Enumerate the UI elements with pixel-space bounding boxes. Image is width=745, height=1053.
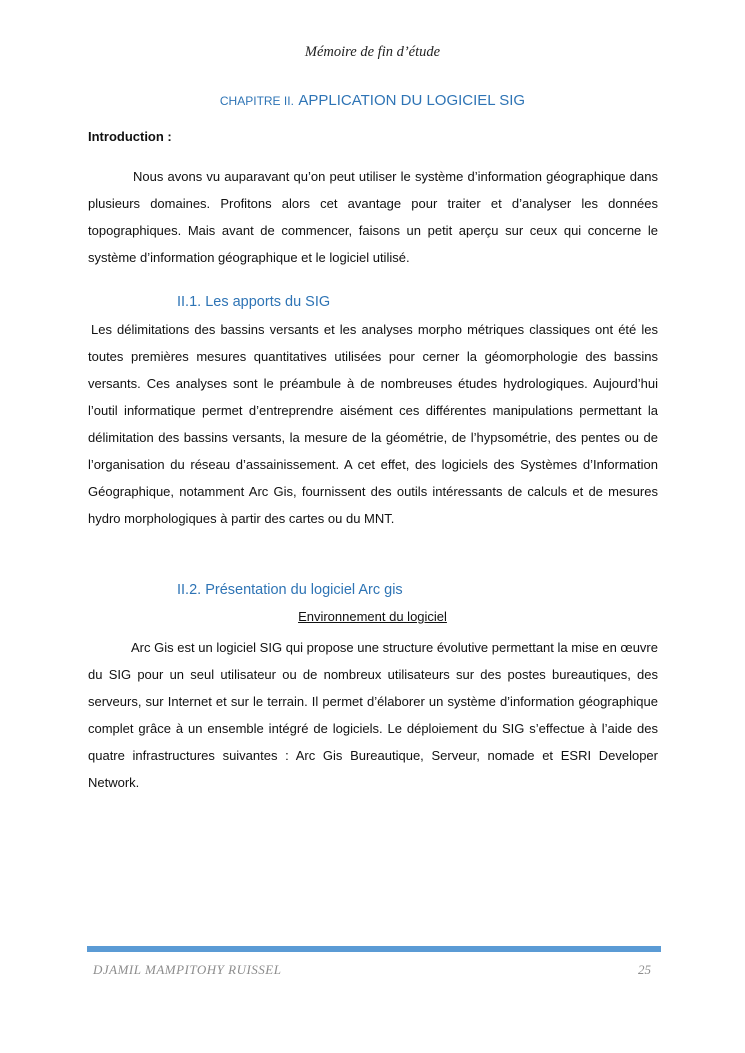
chapter-label: CHAPITRE II. <box>219 94 294 108</box>
page-header-title: Mémoire de fin d’étude <box>304 44 441 60</box>
section-apports-paragraph: Les délimitations des bassins versants et les analyses morpho métriques classiques ont été les toutes premières mesures quantitatives utilisées pour cerner la géomorphologie des bassins versants. Ces analyses sont le préambule à de nombreuses études hydrologiques. Aujourd’hui l’outil informatique permet d’entreprendre aisément ces différentes manipulations permettant la délimitation des bassins versants, la mesure de la géométrie, de l’hypsométrie, des pentes ou de l’organisation du réseau d’assainissement. A cet effet, des logiciels des Systèmes d’Information Géographique, notamment Arc Gis, fournissent des outils intéressants de calculs et de mesures hydro morphologiques à partir des cartes ou du MNT. <box>88 322 658 526</box>
footer-rule <box>87 946 661 952</box>
section-presentation-paragraph: Arc Gis est un logiciel SIG qui propose une structure évolutive permettant la mise en œuvre du SIG pour un seul utilisateur ou de nombreux utilisateurs sur des postes bureautiques, des serveurs, sur Internet et sur le terrain. Il permet d’élaborer un système d’information géographique complet grâce à un ensemble intégré de logiciels. Le déploiement du SIG s’effectue à l’aide des quatre infrastructures suivantes : Arc Gis Bureautique, Serveur, nomade et ESRI Developer Network. <box>88 640 658 790</box>
introduction-paragraph: Nous avons vu auparavant qu’on peut utiliser le système d’information géographique dans plusieurs domaines. Profitons alors cet avantage pour traiter et d’analyser les données topographiques. Mais avant de commencer, faisons un petit aperçu sur ceux qui concerne le système d’information géographique et le logiciel utilisé. <box>88 169 658 265</box>
section-heading-presentation: II.2. Présentation du logiciel Arc gis <box>177 582 403 598</box>
page-number: 25 <box>638 962 651 977</box>
subheading-environnement: Environnement du logiciel <box>298 609 447 624</box>
chapter-title <box>0 92 745 110</box>
footer-author: DJAMIL MAMPITOHY RUISSEL <box>93 962 282 977</box>
chapter-name: APPLICATION DU LOGICIEL SIG <box>298 92 526 109</box>
introduction-heading: Introduction : <box>88 129 172 144</box>
section-heading-apports: II.1. Les apports du SIG <box>177 294 331 310</box>
